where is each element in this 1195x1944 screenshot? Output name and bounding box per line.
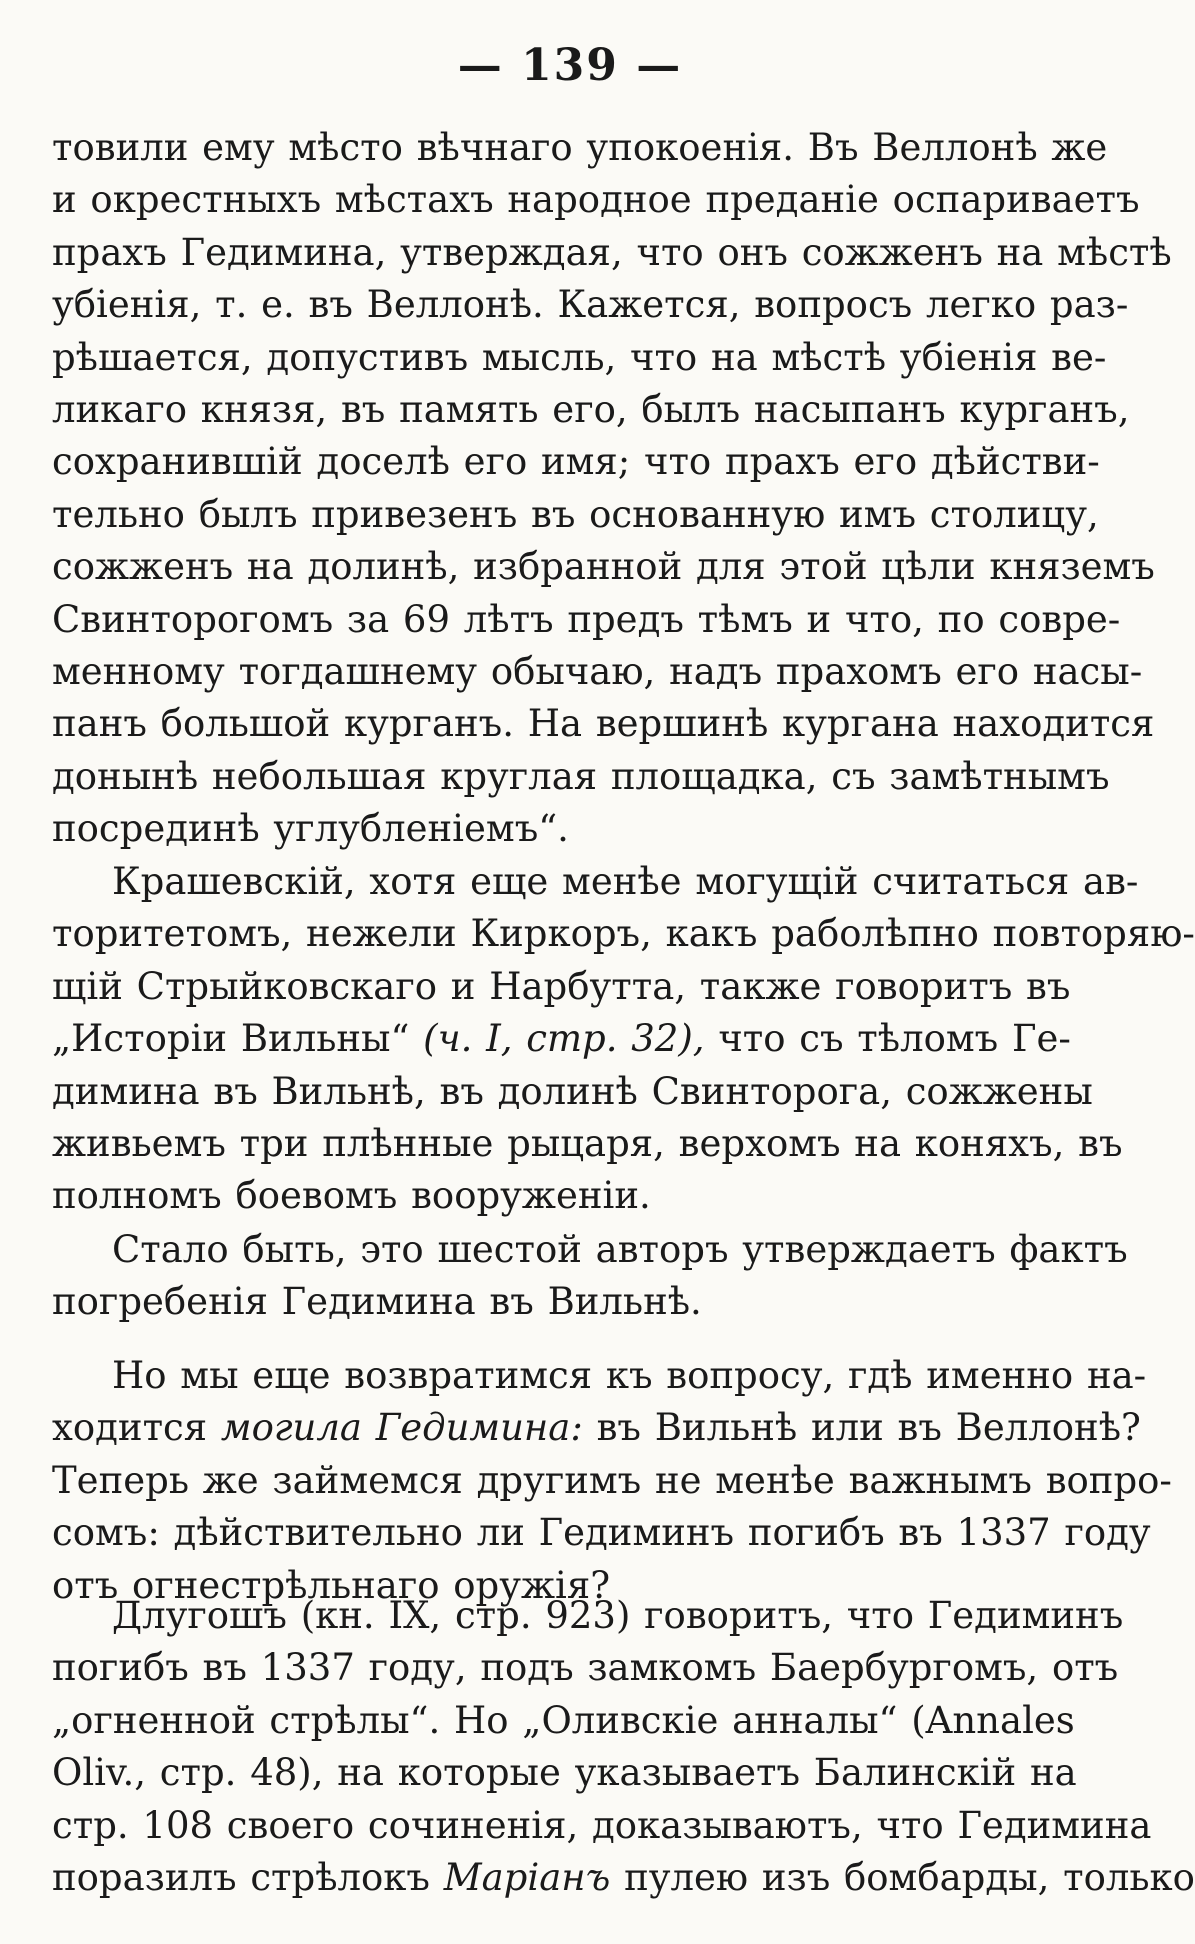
text-line: сохранившій доселѣ его имя; что прахъ его дѣйстви- [52, 440, 1100, 484]
text-line: живьемъ три плѣнные рыцаря, верхомъ на коняхъ, въ [52, 1121, 1123, 1165]
text-line: и окрестныхъ мѣстахъ народное преданіе оспариваетъ [52, 178, 1140, 222]
italic-phrase: могила Гедимина: [220, 1406, 583, 1450]
text-line-mixed [52, 1852, 1195, 1904]
text-line: полномъ боевомъ вооруженіи. [52, 1174, 651, 1218]
text-line: Стало быть, это шестой авторъ утверждаетъ фактъ [112, 1228, 1128, 1271]
text-line: панъ большой курганъ. На вершинѣ кургана находится [52, 702, 1155, 746]
text-line: погребенія Гедимина въ Вильнѣ. [52, 1280, 702, 1324]
text-line: Oliv., стр. 48), на которые указываетъ Балинскій на [52, 1751, 1077, 1795]
text-line: стр. 108 своего сочиненія, доказываютъ, что Гедимина [52, 1803, 1152, 1847]
text-line: прахъ Гедимина, утверждая, что онъ сожженъ на мѣстѣ [52, 230, 1172, 274]
paragraph-4 [52, 1350, 1172, 1612]
text-line: димина въ Вильнѣ, въ долинѣ Свинторога, сожжены [52, 1069, 1093, 1113]
text-line-mixed [52, 1402, 1141, 1454]
text-line: товили ему мѣсто вѣчнаго упокоенія. Въ Веллонѣ же [52, 126, 1108, 169]
italic-name: Маріанъ [443, 1855, 611, 1899]
text-line: „огненной стрѣлы“. Но „Оливскіе анналы“ (Annales [52, 1698, 1075, 1742]
text-line: Теперь же займемся другимъ не менѣе важнымъ вопро- [52, 1458, 1172, 1502]
text-line: сожженъ на долинѣ, избранной для этой цѣли княземъ [52, 545, 1155, 589]
paragraph-1 [52, 122, 1172, 855]
text-line: щій Стрыйковскаго и Нарбутта, также говоритъ въ [52, 964, 1071, 1008]
page-number: — 139 — [457, 40, 683, 91]
text-line: убіенія, т. е. въ Веллонѣ. Кажется, вопросъ легко раз- [52, 283, 1129, 327]
text-line: посрединѣ углубленіемъ“. [52, 807, 569, 851]
text-segment: въ Вильнѣ или въ Веллонѣ? [596, 1406, 1141, 1450]
text-line: сомъ: дѣйствительно ли Гедиминъ погибъ въ 1337 году [52, 1511, 1151, 1555]
text-segment: пулею изъ бомбарды, только [624, 1855, 1195, 1899]
text-line: тельно былъ привезенъ въ основанную имъ столицу, [52, 492, 1099, 536]
text-segment: ходится [52, 1406, 208, 1450]
text-line: Крашевскій, хотя еще менѣе могущій считаться ав- [112, 860, 1139, 903]
text-line: Но мы еще возвратимся къ вопросу, гдѣ именно на- [112, 1354, 1147, 1397]
text-line-mixed [52, 1013, 1071, 1065]
text-line: донынѣ небольшая круглая площадка, съ замѣтнымъ [52, 754, 1110, 798]
paragraph-3 [52, 1224, 1128, 1329]
paragraph-2 [52, 856, 1195, 1223]
text-segment: поразилъ стрѣлокъ [52, 1855, 430, 1899]
italic-citation: (ч. I, стр. 32), [423, 1017, 705, 1061]
text-line: Свинторогомъ за 69 лѣтъ предъ тѣмъ и что, по совре- [52, 597, 1121, 641]
paragraph-5 [52, 1590, 1195, 1904]
text-line: менному тогдашнему обычаю, надъ прахомъ его насы- [52, 649, 1143, 693]
text-line: отъ огнестрѣльнаго оружія? [52, 1563, 611, 1607]
text-line: ликаго князя, въ память его, былъ насыпанъ курганъ, [52, 387, 1130, 431]
text-segment: что съ тѣломъ Ге- [718, 1017, 1071, 1061]
text-line: торитетомъ, нежели Киркоръ, какъ раболѣпно повторяю- [52, 912, 1195, 956]
text-line: Длугошъ (кн. IX, стр. 923) говоритъ, что Гедиминъ [112, 1594, 1124, 1637]
text-line: погибъ въ 1337 году, подъ замкомъ Баербургомъ, отъ [52, 1646, 1119, 1690]
text-line: рѣшается, допустивъ мысль, что на мѣстѣ убіенія ве- [52, 335, 1107, 379]
text-segment: „Исторіи Вильны“ [52, 1017, 410, 1061]
